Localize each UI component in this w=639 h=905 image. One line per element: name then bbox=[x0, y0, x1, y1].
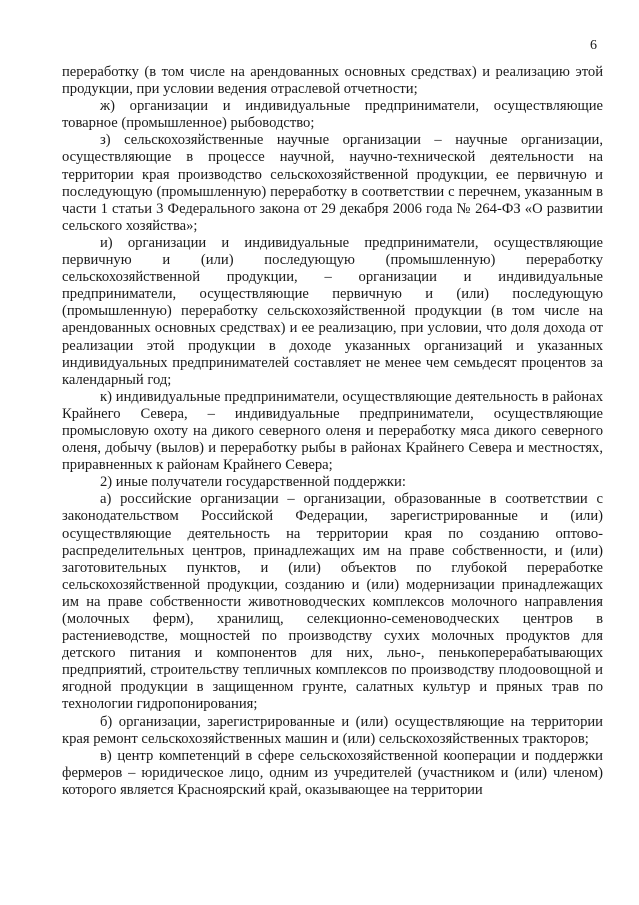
paragraph-item-v: в) центр компетенций в сфере сельскохозяйственной кооперации и поддержки фермеров – юридическое лицо, одним из учредителей (участником и (или) членом) которого является Красноярский край, оказывающее на территории bbox=[62, 747, 603, 798]
paragraph-section-2: 2) иные получатели государственной поддержки: bbox=[100, 474, 406, 491]
paragraph-item-i: и) организации и индивидуальные предприниматели, осуществляющие первичную и (или) последующую (промышленную) переработку сельскохозяйственной продукции, – организации и индивидуальные предприниматели, осуществляющие первичную и (или) последующую (промышленную) переработку сельскохозяйственной продукции (в том числе на арендованных основных средствах) и ее реализацию, при условии, что доля дохода от реализации этой продукции в доходе указанных организаций и указанных индивидуальных предпринимателей составляет не менее чем семьдесят процентов за календарный год; bbox=[62, 234, 603, 388]
paragraph-item-k: к) индивидуальные предприниматели, осуществляющие деятельность в районах Крайнего Севера, – индивидуальные предприниматели, осуществляющие промысловую охоту на дикого северного оленя и переработку мяса дикого северного оленя, добычу (вылов) и переработку рыбы в районах Крайнего Севера и местностях, приравненных к районам Крайнего Севера; bbox=[62, 388, 603, 474]
paragraph-item-z: з) сельскохозяйственные научные организации – научные организации, осуществляющие в процессе научной, научно-технической деятельности на территории края производство сельскохозяйственной продукции, ее первичную и последующую (промышленную) переработку в соответствии с перечнем, указанным в части 1 статьи 3 Федерального закона от 29 декабря 2006 года № 264-ФЗ «О развитии сельского хозяйства»; bbox=[62, 132, 603, 234]
document-body bbox=[62, 64, 603, 799]
paragraph-item-b: б) организации, зарегистрированные и (или) осуществляющие на территории края ремонт сельскохозяйственных машин и (или) сельскохозяйственных тракторов; bbox=[62, 713, 603, 747]
paragraph-continuation: переработку (в том числе на арендованных основных средствах) и реализацию этой продукции, при условии ведения отраслевой отчетности; bbox=[62, 64, 603, 98]
paragraph-item-a: а) российские организации – организации, образованные в соответствии с законодательством Российской Федерации, зарегистрированные и (или) осуществляющие деятельность на территории края по созданию оптово-распределительных центров, принадлежащих им на праве собственности, и (или) заготовительных пунктов, и (или) объектов по глубокой переработке сельскохозяйственной продукции, созданию и (или) модернизации принадлежащих им на праве собственности животноводческих комплексов молочного направления (молочных ферм), хранилищ, селекционно-семеноводческих центров в растениеводстве, мощностей по производству сухих молочных продуктов для детского питания и компонентов для них, льно-, пенькоперерабатывающих предприятий, строительству тепличных комплексов по производству плодоовощной и ягодной продукции в защищенном грунте, салатных культур и пряных трав по технологии гидропонирования; bbox=[62, 491, 603, 713]
page-number: 6 bbox=[590, 38, 597, 53]
paragraph-item-zh: ж) организации и индивидуальные предприниматели, осуществляющие товарное (промышленное) рыбоводство; bbox=[62, 98, 603, 132]
